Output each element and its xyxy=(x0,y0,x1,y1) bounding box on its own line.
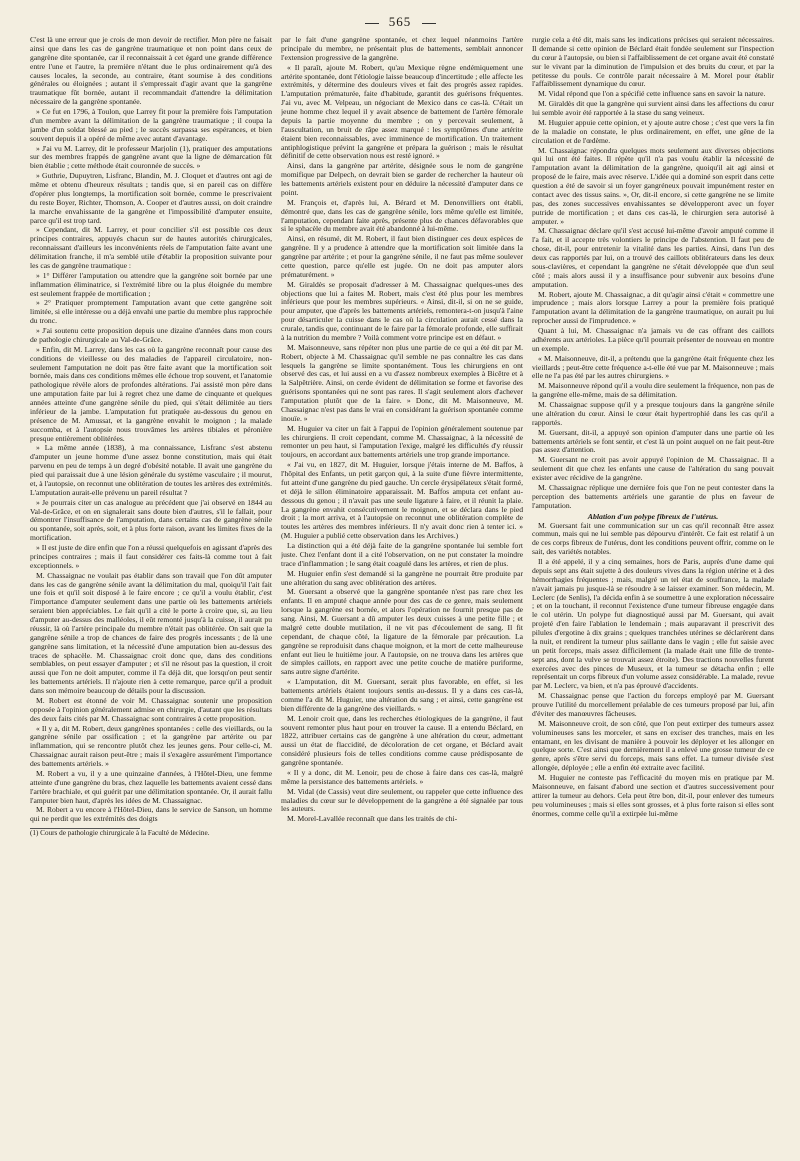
paragraph: M. Robert a vu, il y a une quinzaine d'années, à l'Hôtel-Dieu, une femme atteinte d'une gangrène du bras, chez laquelle les battements avaient cessé dans l'artère brachiale, et qui guérit par une délimitation spontanée. Or, il aurait fallu l'amputer bien haut, d'après les idées de M. Chassaignac. xyxy=(30,768,272,805)
paragraph: M. Vidal (de Cassis) veut dire seulement, ou rappeler que cette influence des maladies du cœur sur le développement de la gangrène a été signalée par tous les auteurs. xyxy=(281,786,523,814)
paragraph: » Guthrie, Dupuytren, Lisfranc, Blandin, M. J. Cloquet et d'autres ont agi de même et obtenu d'heureux résultats ; tandis que, si en pareil cas on diffère d'opérer plus longtemps, la mortification soit bornée, comme le prescrivaient du reste Boyer, Richter, Thomson, A. Cooper et d'autres aussi, on doit craindre la marche envahissante de la gangrène et l'impossibilité d'amputer ensuite, parce qu'il est trop tard. xyxy=(30,171,272,225)
section-title: Ablation d'un polype fibreux de l'utérus. xyxy=(587,511,719,521)
paragraph: » Il est juste de dire enfin que l'on a réussi quelquefois en agissant d'après des principes contraires ; mais il faut considérer ces faits-là comme tout à fait exceptionnels. » xyxy=(30,543,272,570)
paragraph: C'est là une erreur que je crois de mon devoir de rectifier. Mon père ne faisait ainsi que dans les cas de gangrène traumatique et non point dans ceux de gangrène dite spontanée, car il reconnaissait à cet égard une grande différence entre l'une et l'autre, la première n'étant due le plus ordinairement qu'à des causes locales, la seconde, au contraire, étant soumise à des conditions générales ou éloignées ; autant il s'empressait d'agir avant que la gangrène traumatique fût bornée, autant il recommandait d'attendre la délimitation nécessaire de la gangrène spontanée. xyxy=(30,36,272,107)
paragraph: M. Robert est étonné de voir M. Chassaignac soutenir une proposition opposée à l'opinion généralement admise en chirurgie, d'autant que les résultats des deux faits cités par M. Chassaignac sont contraires à cette proposition. xyxy=(30,695,272,723)
paragraph: M. Robert a vu encore à l'Hôtel-Dieu, dans le service de Sanson, un homme qui ne perdit que les extrémités des doigts xyxy=(30,805,272,824)
paragraph: Ainsi, dans la gangrène par artérite, désignée sous le nom de gangrène momifique par Delpech, on devrait bien se garder de rechercher la hauteur où les battements artériels existent pour en déduire la nécessité d'amputer dans ce point. xyxy=(281,161,523,197)
paragraph: M. Morel-Lavallée reconnaît que dans les traités de chi- xyxy=(287,814,458,824)
paragraph: « J'ai vu, en 1827, dit M. Huguier, lorsque j'étais interne de M. Baffos, à l'hôpital des Enfants, un petit garçon qui, à la suite d'une fièvre intermittente, fut atteint d'une gangrène du pied gauche. Un cercle érysipélateux s'était formé, et déjà le sillon éliminatoire apparaissait. M. Baffos amputa cet enfant au-dessous du genou ; il n'avait pas une seule ligature à faire, et il réunit la plaie. La gangrène envahit consécutivement le moignon, et se déclara dans le pied droit ; la mort arriva, et à l'autopsie on reconnut une oblitération complète de toutes les artères des membres inférieurs. Il n'y avait donc rien à tenter ici. » (M. Huguier a publié cette observation dans les Archives.) xyxy=(281,460,523,541)
paragraph: M. Robert, ajoute M. Chassaignac, a dit qu'agir ainsi c'était « commettre une imprudence ; mais alors lorsque Larrey a pour la première fois pratiqué l'amputation avant la délimitation de la gangrène traumatique, on aurait pu lui reprocher aussi de l'imprudence. » xyxy=(532,289,774,326)
paragraph: M. Vidal répond que l'on a spécifié cette influence sans en savoir la nature. xyxy=(538,89,766,99)
paragraph: M. François et, d'après lui, A. Bérard et M. Denonvilliers ont établi, démontré que, dans les cas de gangrène sénile, lors même qu'elle est limitée, l'amputation, cependant faite après, présente plus de chances défavorables que si le sphacèle du membre avait été abandonné à lui-même. xyxy=(281,197,523,234)
footnote: (1) Cours de pathologie chirurgicale à la Faculté de Médecine. xyxy=(30,829,210,838)
paragraph: M. Lenoir croit que, dans les recherches étiologiques de la gangrène, il faut souvent remonter plus haut pour en trouver la cause. Il a entendu Béclard, en 1822, attribuer certains cas de gangrène à une altération du cœur, admettant aussi un état de flaccidité, de décoloration de cet organe, et Béclard avait considéré plusieurs fois de telles conditions comme cause prédisposante de gangrène spontanée. xyxy=(281,713,523,767)
paragraph: M. Guersant ne croit pas avoir appuyé l'opinion de M. Chassaignac. Il a seulement dit que chez les enfants une cause de l'altération du sang pouvait exister avec récidive de la gangrène. xyxy=(532,455,774,482)
paragraph: M. Chassaignac répondra quelques mots seulement aux diverses objections qui lui ont été faites. Il répète qu'il n'a pas voulu établir la nécessité de l'amputation avant la délimitation de la gangrène, quoiqu'il ait agi ainsi et proposé de le faire, mais avec réserve. L'idée qui a dominé son esprit dans cette question a été de savoir si un foyer gangréneux pouvait impunément rester en contact avec des tissus sains. », Or, dit-il encore, si cette gangrène ne se limite pas, des zones successives envahissantes se développeront avec un foyer putride de mortification ; et dans ces cas-là, le chirurgien sera autorisé à amputer. » xyxy=(532,145,774,226)
column-1 xyxy=(30,36,272,1141)
paragraph: » 1° Différer l'amputation ou attendre que la gangrène soit bornée par une inflammation éliminatrice, si l'extrémité libre ou la plus éloignée du membre est seulement frappée de mortification ; xyxy=(30,270,272,298)
paragraph: M. Maisonneuve répond qu'il a voulu dire seulement la fréquence, non pas de la gangrène elle-même, mais de sa délimitation. xyxy=(532,381,774,400)
paragraph: « Il y a donc, dit M. Lenoir, peu de chose à faire dans ces cas-là, malgré même la persistance des battements artériels. » xyxy=(281,767,523,786)
paragraph: « L'amputation, dit M. Guersant, serait plus favorable, en effet, si les battements artériels étaient toujours sentis au-dessus. Il y a dans ces cas-là, comme l'a dit M. Huguier, une altération du sang ; et ainsi, cette gangrène est bien différente de la gangrène des vieillards. » xyxy=(281,677,523,713)
paragraph: » Cependant, dit M. Larrey, et pour concilier s'il est possible ces deux principes contraires, appuyés chacun sur de hautes autorités chirurgicales, reconnaissant d'ailleurs les inconvénients réels de l'amputation faite avant une délimitation franche, il m'a semblé utile d'établir la proposition suivante pour les cas de gangrène traumatique : xyxy=(30,225,272,270)
paragraph: M. Chassaignac ne voulait pas établir dans son travail que l'on dût amputer dans les cas de gangrène sénile avant la délimitation du mal, quoiqu'il l'ait fait une fois et qu'il soit disposé à le faire encore ; ce qu'il a voulu établir, c'est l'importance d'amputer seulement dans une partie où les battements artériels seraient bien appréciables. Le fait qu'il a cité le porte à croire que, si, au lieu d'amputer au-dessus des malléoles, il eût remonté jusqu'à la cuisse, il aurait pu réussir, là où l'artère principale du membre n'était pas oblitérée. On sait que la gangrène sénile a trop de chances de faire des progrès incessants ; de là une gangrène sans limitation, et la nécessité d'une amputation bien au-dessus des traces de sphacèle. M. Chassaignac croit donc que, dans des conditions semblables, on peut essayer d'amputer ; et s'il ne résout pas la question, il croit aussi que l'on ne doit amputer, comme il l'a déjà dit, que lorsqu'on peut sentir les battements artériels. Il n'ajoute rien à cette remarque, parce qu'il a produit dans son mémoire beaucoup de détails pour la discussion. xyxy=(30,570,272,695)
paragraph: M. Guersant a observé que la gangrène spontanée n'est pas rare chez les enfants. Il en amputé chaque année pour des cas de ce genre, mais seulement lorsque la gangrène est bornée, et alors l'opération ne fournit presque pas de sang. Ainsi, M. Guersant a dû amputer les deux cuisses à une petite fille ; et malgré cette double mutilation, il ne vit pas d'écoulement de sang. Il fit cependant, de chaque côté, la ligature de la fémorale par précaution. La gangrène se reproduisit dans chaque moignon, et la mort de cette malheureuse enfant eut lieu le huitième jour. A l'autopsie, on ne trouva dans les artères que de simples caillots, en rapport avec une petite couche de matière puriforme, sans autre signe d'artérite. xyxy=(281,587,523,677)
paragraph: « M. Maisonneuve, dit-il, a prétendu que la gangrène était fréquente chez les vieillards ; peut-être cette fréquence a-t-elle été vue par M. Maisonneuve ; mais elle ne l'a pas été par les autres chirurgiens. » xyxy=(532,353,774,381)
text-columns xyxy=(30,36,774,1141)
paragraph: M. Huguier enfin s'est demandé si la gangrène ne pourrait être produite par une altération du sang avec oblitération des artères. xyxy=(281,568,523,587)
paragraph: M. Chassaignac suppose qu'il y a presque toujours dans la gangrène sénile une altération du cœur. Ainsi le cœur était hypertrophié dans les cas qu'il a rapportés. xyxy=(532,400,774,427)
paragraph: M. Maisonneuve, sans répéter non plus une partie de ce qui a été dit par M. Robert, objecte à M. Chassaignac qu'il semble ne pas connaître les cas dans lesquels la gangrène se limite spontanément. Tous les chirurgiens en ont observé des cas, et lui aussi en a vu d'assez nombreux exemples à Bicêtre et à la Salpêtrière. Ainsi, on cerde évident de délimitation se forme et favorise des guérisons spontanées qui ne sont pas rares. Il s'agit seulement alors d'achever l'amputation plutôt que de la faire. » Donc, dit M. Maisonneuve, M. Chassaignac n'est pas dans le vrai en considérant la guérison spontanée comme inouïe. » xyxy=(281,342,523,423)
paragraph: M. Huguier va citer un fait à l'appui de l'opinion généralement soutenue par les chirurgiens. Il croit cependant, comme M. Chassaignac, à la nécessité de remonter un peu haut, si l'amputation l'exige, malgré les difficultés d'y réussir toujours, en accordant aux battements artériels une trop grande importance. xyxy=(281,423,523,460)
paragraph: Quant à lui, M. Chassaignac n'a jamais vu de cas offrant des caillots adhérents aux artérioles. La pièce qu'il pourrait présenter de nouveau en montre un exemple. xyxy=(532,326,774,353)
paragraph: M. Giraldès se proposait d'adresser à M. Chassaignac quelques-unes des objections que lui a faites M. Robert, mais c'est été plus pour les membres inférieurs que pour les membres supérieurs. « Ainsi, dit-il, si on ne se guide, pour amputer, que d'après les battements artériels, remontera-t-on jusqu'à l'aine pour désarticuler la cuisse dans le cas où la circulation aurait cessé dans la crurale, tandis que, continuant de le faire par la fémorale profonde, elle suffirait à la nutrition du membre ? Voilà comment votre principe est en défaut. » xyxy=(281,279,523,342)
paragraph: M. Chassaignac pense que l'action du forceps employé par M. Guersant prouve l'utilité du morcellement préalable de ces tumeurs proposé par lui, afin d'éviter des manœuvres fâcheuses. xyxy=(532,691,774,718)
paragraph: M. Chassaignac réplique une dernière fois que l'on ne peut contester dans la perception des battements artériels une garantie de plus en faveur de l'amputation. xyxy=(532,482,774,510)
paragraph: » J'ai soutenu cette proposition depuis une dizaine d'années dans mon cours de pathologie chirurgicale au Val-de-Grâce. xyxy=(30,326,272,344)
paragraph: » 2° Pratiquer promptement l'amputation avant que cette gangrène soit limitée, si elle intéresse ou a déjà envahi une partie du membre plus rapprochée du tronc. xyxy=(30,298,272,326)
paragraph: « Il paraît, ajoute M. Robert, qu'au Mexique règne endémiquement une artérite spontanée, dont l'étiologie laisse beaucoup d'incertitude ; elle affecte les extrémités, y détermine des douleurs vives et fait des progrès assez rapides. L'amputation prématurée, faite d'habitude, garantit des guérisons fréquentes. J'ai vu, avec M. Velpeau, un négociant de Mexico dans ce cas-là. C'était un jeune homme chez lequel il y avait absence de battement de l'artère fémorale depuis la partie moyenne du membre ; on y percevait seulement, à l'auscultation, un bruit de râpe assez marqué : les symptômes d'une artérite étaient bien reconnaissables, avec imminence de mortification. Un traitement antiphlogistique prévint la gangrène et prépara la guérison ; mais le résultat définitif de cette observation nous est resté ignoré. » xyxy=(281,62,523,161)
header-dash-left xyxy=(365,23,379,24)
paragraph: M. Giraldès dit que la gangrène qui survient ainsi dans les affections du cœur lui semble avoir été rapportée à la stase du sang veineux. xyxy=(532,99,774,117)
header-dash-right xyxy=(422,23,436,24)
paragraph: » J'ai vu M. Larrey, dit le professeur Marjolin (1), pratiquer des amputations sur des membres frappés de gangrène avant que la ligne de démarcation fût bien établie ; cette méthode était couronnée de succès. » xyxy=(30,143,272,171)
paragraph: par le fait d'une gangrène spontanée, et chez lequel néanmoins l'artère principale du membre, ne présentait plus de battements, semblait annoncer l'extension progressive de la gangrène. xyxy=(281,36,523,62)
page-number: 565 xyxy=(388,14,412,29)
paragraph: Il a été appelé, il y a cinq semaines, hors de Paris, auprès d'une dame qui depuis sept ans était sujette à des douleurs vives dans la région utérine et à des hémorrhagies fréquentes ; mais, malgré un tel état de souffrance, la malade n'avait jamais pu jusque-là se résoudre à se laisser examiner. Son médecin, M. Leclerc (de Senlis), l'a décida enfin à se soumettre à une exploration nécessaire ; et on la touchant, il reconnut l'existence d'une tumeur fibreuse engagée dans le col utérin. Un polype fut diagnostiqué aussi par M. Guersant, qui avait projeté d'en faire l'ablation le lendemain ; mais auparavant il prescrivit des pilules d'ergotine à dix grains ; quelques tranchées utérines se déclarèrent dans la nuit, et rendirent la tumeur plus saillante dans le vagin ; elle fut saisie avec un petit forceps, mais assez difficilement (la malade était une fille de trente-sept ans, dont la vulve se trouvait assez étroite). Des tractions nouvelles furent exercées avec des pinces de Museux, et la tumeur se détacha enfin ; elle représentait un corps fibreux d'un volume assez considérable. La malade, revue par M. Leclerc, va bien, et n'a pas éprouvé d'accidents. xyxy=(532,557,774,691)
page-header xyxy=(0,14,800,30)
column-3 xyxy=(532,36,774,1141)
paragraph: M. Maisonneuve croit, de son côté, que l'on peut extirper des tumeurs assez volumineuses sans les morceler, et sans en exciser des tranches, mais en les entamant, en les divisant de manière à pouvoir les déployer et les allonger en quelque sorte. C'est ainsi que dernièrement il a enlevé une grosse tumeur de ce genre, après s'être servi du forceps, mais sans effet. La tumeur divisée s'est allongée, déployée ; elle a enfin été extraite avec facilité. xyxy=(532,718,774,773)
paragraph: M. Chassaignac déclare qu'il s'est accusé lui-même d'avoir amputé comme il l'a fait, et il accepte très volontiers le principe de l'abstention. Il faut peu de chose, dit-il, pour entretenir la vitalité dans les parties. Ainsi, dans l'un des deux cas rapportés par lui, on a trouvé des caillots oblitérateurs dans les deux sous-clavières, et cependant la gangrène ne s'était développée que d'un seul côté ; mais alors aussi il y a insuffisance pour subvenir aux besoins d'une amputation. xyxy=(532,226,774,289)
paragraph: » Ce fut en 1796, à Toulon, que Larrey fit pour la première fois l'amputation d'un membre avant la délimitation de la gangrène traumatique ; il coupa la jambe d'un soldat blessé au pied ; le succès surpassa ses espérances, et bien souvent depuis il a opéré de même avec autant d'avantage. xyxy=(30,107,272,143)
paragraph: La distinction qui a été déjà faite de la gangrène spontanée lui semble fort juste. Chez l'enfant dont il a cité l'observation, on ne put constater la moindre trace d'inflammation ; le sang était coagulé dans les artères, et rien de plus. xyxy=(281,541,523,568)
paragraph: M. Guersant, dit-il, a appuyé son opinion d'amputer dans une partie où les battements artériels se font sentir, et c'est là un point auquel on ne fait peut-être pas assez d'attention. xyxy=(532,427,774,455)
paragraph: rurgie cela a été dit, mais sans les indications précises qui seraient nécessaires. Il demande si cette opinion de Béclard était fondée seulement sur l'inspection du cœur à l'autopsie, ou bien si l'affaiblissement de cet organe avait été constaté sur le vivant par la diminution de l'impulsion et des bruits du cœur, et par la petitesse du pouls. Ce contrôle parait nécessaire à M. Morel pour établir l'affaiblissement dynamique du cœur. xyxy=(532,36,774,89)
column-2 xyxy=(281,36,523,1141)
paragraph: Ainsi, en résumé, dit M. Robert, il faut bien distinguer ces deux espèces de gangrène. Il y a prudence à attendre que la mortification soit limitée dans la gangrène par artérite ; et pour la gangrène sénile, il ne faut pas même soulever cette question, parce qu'elle est jugée. On ne doit pas amputer alors prématurément. » xyxy=(281,234,523,279)
paragraph: » Je pourrais citer un cas analogue au précédent que j'ai observé en 1844 au Val-de-Grâce, et on en signalerait sans doute bien d'autres, s'il le fallait, pour démontrer l'insuffisance de l'amputation, dans certains cas de gangrène sénile ou spontanée, soit après, soit, et à plus forte raison, avant les limites fixes de la mortification. xyxy=(30,497,272,543)
paragraph: » La même année (1838), à ma connaissance, Lisfranc s'est abstenu d'amputer un jeune homme d'une assez bonne constitution, mais qui était parvenu en peu de temps à un degré d'obésité notable. Il avait une gangrène du pied qui paraissait due à une lésion générale du système vasculaire ; il mourut, et, à l'autopsie, on reconnut une oblitération de toutes les artères des extrémités. L'amputation aurait-elle prévenu un pareil résultat ? xyxy=(30,443,272,497)
paragraph: M. Huguier ne conteste pas l'efficacité du moyen mis en pratique par M. Maisonneuve, en faisant d'abord une section et d'autres successivement pour attirer la tumeur au dehors. Cela peut être bon, dit-il, pour enlever des tumeurs peu volumineuses ; mais si elles sont grosses, et à plus forte raison si elles sont énormes, comme celle qu'il a extirpée lui-même xyxy=(532,773,774,818)
paragraph: « Il y a, dit M. Robert, deux gangrènes spontanées : celle des vieillards, ou la gangrène sénile par ossification ; et la gangrène par artérite ou par inflammation, qui se rencontre plutôt chez les jeunes gens. Pour celle-ci, M. Chassaignac aurait raison peut-être ; mais il s'exagère assurément l'importance des battements artériels. » xyxy=(30,723,272,768)
paragraph: M. Guersant fait une communication sur un cas qu'il reconnaît être assez commun, mais qui ne lui semble pas dépourvu d'intérêt. Ce fait est relatif à un de ces corps fibreux de l'utérus, dont les conditions peuvent offrir, comme on le sait, des variétés notables. xyxy=(532,520,774,557)
paragraph: M. Huguier appuie cette opinion, et y ajoute autre chose ; c'est que vers la fin de la maladie on constate, le plus ordinairement, en effet, une gêne de la circulation et de l'œdème. xyxy=(532,117,774,145)
paragraph: » Enfin, dit M. Larrey, dans les cas où la gangrène reconnaît pour cause des conditions de vieillesse ou des maladies de l'appareil circulatoire, non-seulement l'amputation ne doit pas être faite avant que la mortification soit bornée, mais dans ces conditions mêmes elle échoue trop souvent, et l'anatomie pathologique révèle alors de profondes altérations. J'ai assisté mon père dans une amputation faite par lui à regret chez une dame de cinquante et quelques années atteinte d'une gangrène sénile du pied, qui s'était délimitée au tiers inférieur de la jambe. L'amputation fut pratiquée au-dessous du genou en présence de M. Amussat, et la gangrène envahit le moignon ; la malade succomba, et à l'autopsie nous trouvâmes les artères tibiales et péronière presque entièrement oblitérées. xyxy=(30,344,272,443)
